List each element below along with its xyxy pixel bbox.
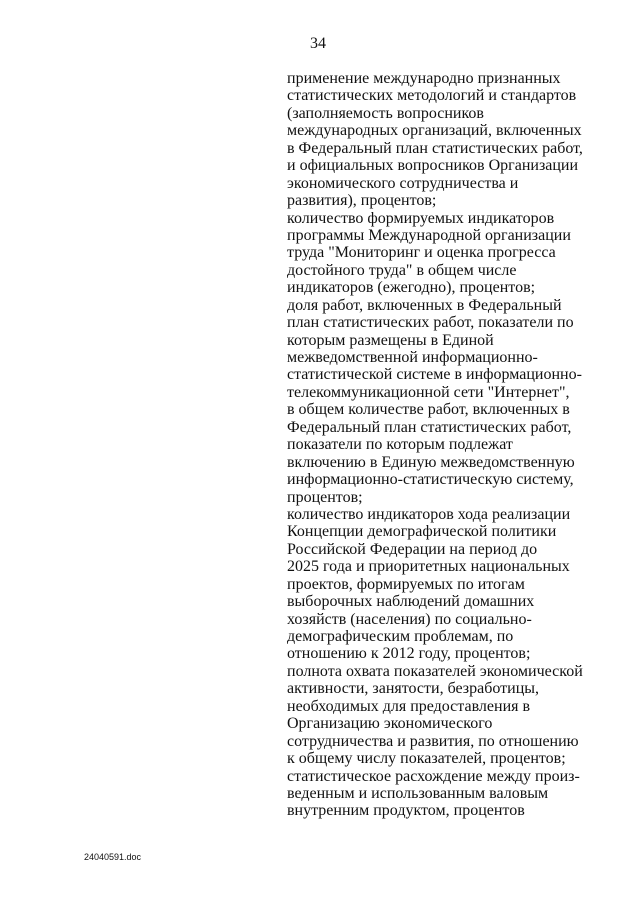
- text-line: доля работ, включенных в Федеральный: [287, 296, 562, 314]
- text-line: внутренним продуктом, процентов: [287, 802, 525, 820]
- text-line: применение международно признанных: [287, 70, 561, 87]
- text-line: проектов, формируемых по итогам: [287, 575, 525, 593]
- text-line: количество индикаторов хода реализации: [287, 505, 571, 523]
- text-line: показатели по которым подлежат: [287, 436, 513, 454]
- text-line: межведомственной информационно-: [287, 349, 538, 366]
- text-line: отношению к 2012 году, процентов;: [287, 645, 531, 663]
- text-line: в Федеральный план статистических работ,: [287, 139, 583, 157]
- text-line: Организацию экономического: [287, 715, 493, 733]
- text-line: (заполняемость вопросников: [287, 104, 484, 122]
- text-line: процентов;: [287, 488, 363, 506]
- text-line: Российской Федерации на период до: [287, 540, 538, 558]
- text-line: количество формируемых индикаторов: [287, 209, 555, 227]
- text-line: демографическим проблемам, по: [287, 628, 514, 645]
- body-text: [287, 70, 587, 820]
- page-number: 34: [310, 35, 326, 52]
- footer-filename: 24040591.doc: [84, 852, 142, 862]
- text-line: статистическое расхождение между произ-: [287, 767, 580, 785]
- text-line: к общему числу показателей, процентов;: [287, 750, 566, 768]
- text-line: индикаторов (ежегодно), процентов;: [287, 279, 536, 297]
- text-line: включению в Единую межведомственную: [287, 453, 575, 471]
- text-line: программы Международной организации: [287, 226, 571, 244]
- text-line: Концепции демографической политики: [287, 523, 557, 541]
- text-line: экономического сотрудничества и: [287, 174, 519, 192]
- text-line: статистической системе в информационно-: [287, 366, 582, 384]
- text-line: в общем количестве работ, включенных в: [287, 401, 570, 419]
- text-line: труда "Мониторинг и оценка прогресса: [287, 244, 556, 262]
- text-line: выборочных наблюдений домашних: [287, 593, 535, 611]
- text-line: информационно-статистическую систему,: [287, 471, 574, 489]
- text-line: веденным и использованным валовым: [287, 784, 549, 802]
- text-line: которым размещены в Единой: [287, 331, 494, 349]
- text-line: и официальных вопросников Организации: [287, 157, 579, 175]
- text-line: необходимых для предоставления в: [287, 697, 531, 715]
- text-line: хозяйств (населения) по социально-: [287, 610, 532, 628]
- text-line: развития), процентов;: [287, 192, 437, 210]
- text-line: сотрудничества и развития, по отношению: [287, 732, 579, 750]
- text-line: международных организаций, включенных: [287, 122, 582, 140]
- text-line: полнота охвата показателей экономической: [287, 662, 583, 680]
- text-line: статистических методологий и стандартов: [287, 87, 577, 105]
- text-line: план статистических работ, показатели по: [287, 314, 574, 332]
- text-line: 2025 года и приоритетных национальных: [287, 558, 570, 576]
- text-line: Федеральный план статистических работ,: [287, 418, 572, 436]
- text-line: достойного труда" в общем числе: [287, 261, 517, 279]
- text-line: активности, занятости, безработицы,: [287, 680, 540, 698]
- text-line: телекоммуникационной сети "Интернет",: [287, 383, 570, 401]
